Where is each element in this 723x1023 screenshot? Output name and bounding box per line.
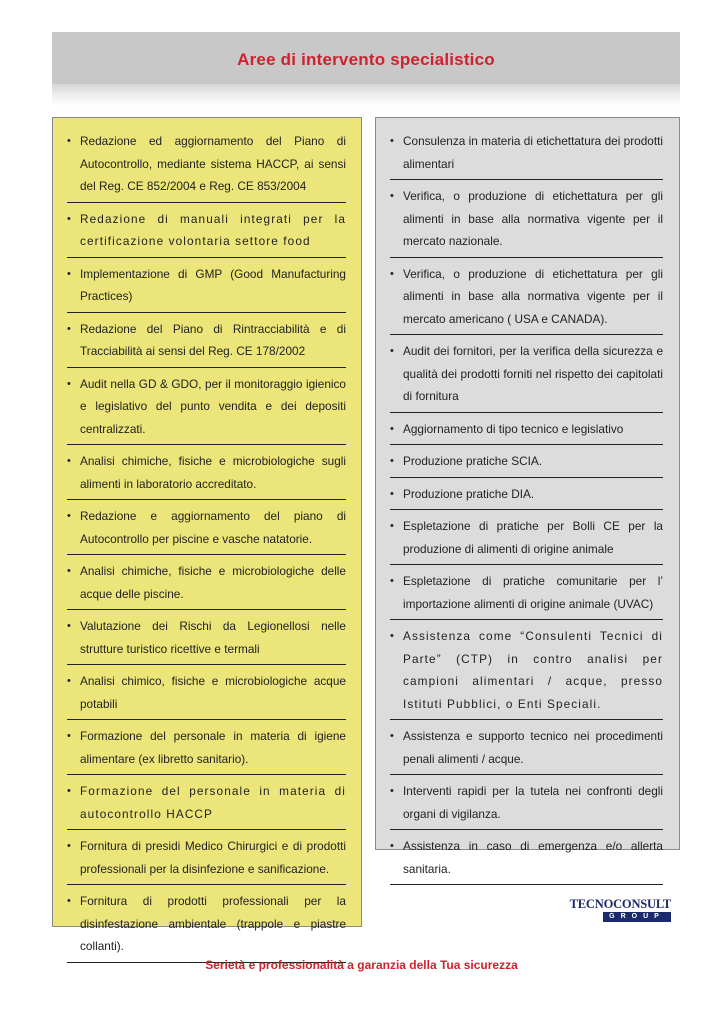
list-item-text: Analisi chimiche, fisiche e microbiologiche delle acque delle piscine. [80,564,346,601]
list-item-text: Fornitura di presidi Medico Chirurgici e di prodotti professionali per la disinfezione e sanificazione. [80,839,346,876]
bullet-icon: • [390,455,394,467]
list-item [67,725,346,775]
list-item-text: Analisi chimico, fisiche e microbiologiche acque potabili [80,674,346,711]
list-item [67,670,346,720]
left-services-panel [52,117,362,953]
list-item-text: Audit nella GD & GDO, per il monitoraggio igienico e legislativo del punto vendita e dei depositi centralizzati. [80,376,346,436]
bullet-icon: • [67,267,71,280]
list-item [390,263,663,336]
bullet-icon: • [67,322,71,335]
footer-tagline: Serietà e professionalità a garanzia della Tua sicurezza [205,958,518,972]
list-item-text: Espletazione di pratiche comunitarie per l’ importazione alimenti di origine animale (UVAC) [403,574,663,611]
bullet-icon: • [390,190,394,202]
list-item [67,130,346,203]
list-item [390,340,663,413]
right-services-panel [375,117,680,876]
list-item [390,185,663,258]
list-item [67,263,346,313]
list-item [390,515,663,565]
bullet-icon: • [67,785,72,797]
bullet-icon: • [67,675,71,687]
list-item-text: Assistenza come “Consulenti Tecnici di Parte” (CTP) in contro analisi per campioni alimentari / acque, presso Istituti Pubblici, o Enti Speciali. [403,629,663,711]
list-item [390,570,663,620]
list-item-text: Audit dei fornitori, per la verifica della sicurezza e qualità dei prodotti forniti nel rispetto dei capitolati di fornitura [403,344,663,403]
list-item-text: Redazione e aggiornamento del piano di Autocontrollo per piscine e vasche natatorie. [80,509,346,546]
list-item [67,615,346,665]
bullet-icon: • [67,510,71,522]
list-item [390,835,663,885]
list-item-text: Verifica, o produzione di etichettatura per gli alimenti in base alla normativa vigente per il mercato americano ( USA e CANADA). [403,266,663,326]
list-item [67,835,346,885]
bullet-icon: • [67,895,71,907]
list-item-text: Consulenza in materia di etichettatura dei prodotti alimentari [403,134,663,171]
list-item [67,208,346,258]
list-item-text: Formazione del personale in materia di autocontrollo HACCP [80,784,346,821]
header-shadow [52,84,680,106]
list-item-text: Fornitura di prodotti professionali per la disinfestazione ambientale (trappole e piastre collanti). [80,894,346,953]
company-logo [565,898,671,924]
bullet-icon: • [390,630,395,642]
list-item-text: Valutazione dei Rischi da Legionellosi nelle strutture turistico ricettive e termali [80,619,346,656]
bullet-icon: • [390,575,394,587]
list-item [390,450,663,478]
list-item-text: Aggiornamento di tipo tecnico e legislativo [403,421,624,436]
bullet-icon: • [390,267,394,280]
logo-tagline: GROUP [603,912,671,922]
list-item [67,318,346,368]
list-item [390,418,663,446]
list-item [390,780,663,830]
bullet-icon: • [390,730,394,742]
list-item-text: Produzione pratiche DIA. [403,486,535,501]
bullet-icon: • [67,455,71,467]
bullet-icon: • [67,212,72,225]
bullet-icon: • [67,565,71,577]
list-item [390,625,663,720]
bullet-icon: • [390,422,394,435]
list-item [67,780,346,830]
bullet-icon: • [67,730,71,742]
bullet-icon: • [390,520,394,532]
list-item-text: Assistenza in caso di emergenza e/o allerta sanitaria. [403,839,663,876]
list-item-text: Redazione del Piano di Rintracciabilità e di Tracciabilità ai sensi del Reg. CE 178/2002 [80,321,346,358]
list-item-text: Analisi chimiche, fisiche e microbiologiche sugli alimenti in laboratorio accreditato. [80,454,346,491]
list-item [67,373,346,446]
list-item-text: Implementazione di GMP (Good Manufacturing Practices) [80,266,346,303]
bullet-icon: • [67,840,71,852]
list-item [67,450,346,500]
list-item-text: Redazione di manuali integrati per la certificazione volontaria settore food [80,211,346,248]
list-item-text: Assistenza e supporto tecnico nei procedimenti penali alimenti / acque. [403,729,663,766]
header-bar [52,32,680,84]
bullet-icon: • [390,840,394,852]
list-item [67,890,346,963]
list-item [390,725,663,775]
logo-name: TECNOCONSULT [569,897,671,911]
list-item [67,560,346,610]
list-item [67,505,346,555]
list-item-text: Verifica, o produzione di etichettatura per gli alimenti in base alla normativa vigente per il mercato nazionale. [403,189,663,248]
bullet-icon: • [390,345,394,357]
list-item [390,483,663,511]
right-services-list [390,130,663,885]
list-item-text: Produzione pratiche SCIA. [403,454,543,468]
bullet-icon: • [390,487,394,500]
bullet-icon: • [390,135,394,147]
bullet-icon: • [67,135,71,147]
list-item-text: Formazione del personale in materia di igiene alimentare (ex libretto sanitario). [80,729,346,766]
bullet-icon: • [390,785,394,797]
bullet-icon: • [67,377,71,390]
bullet-icon: • [67,620,71,632]
left-services-list [67,130,346,963]
list-item [390,130,663,180]
list-item-text: Redazione ed aggiornamento del Piano di Autocontrollo, mediante sistema HACCP, ai sensi del Reg. CE 852/2004 e Reg. CE 853/2004 [80,134,346,193]
list-item-text: Espletazione di pratiche per Bolli CE per la produzione di alimenti di origine animale [403,519,663,556]
list-item-text: Interventi rapidi per la tutela nei confronti degli organi di vigilanza. [403,784,663,821]
page-title: Aree di intervento specialistico [237,50,495,69]
